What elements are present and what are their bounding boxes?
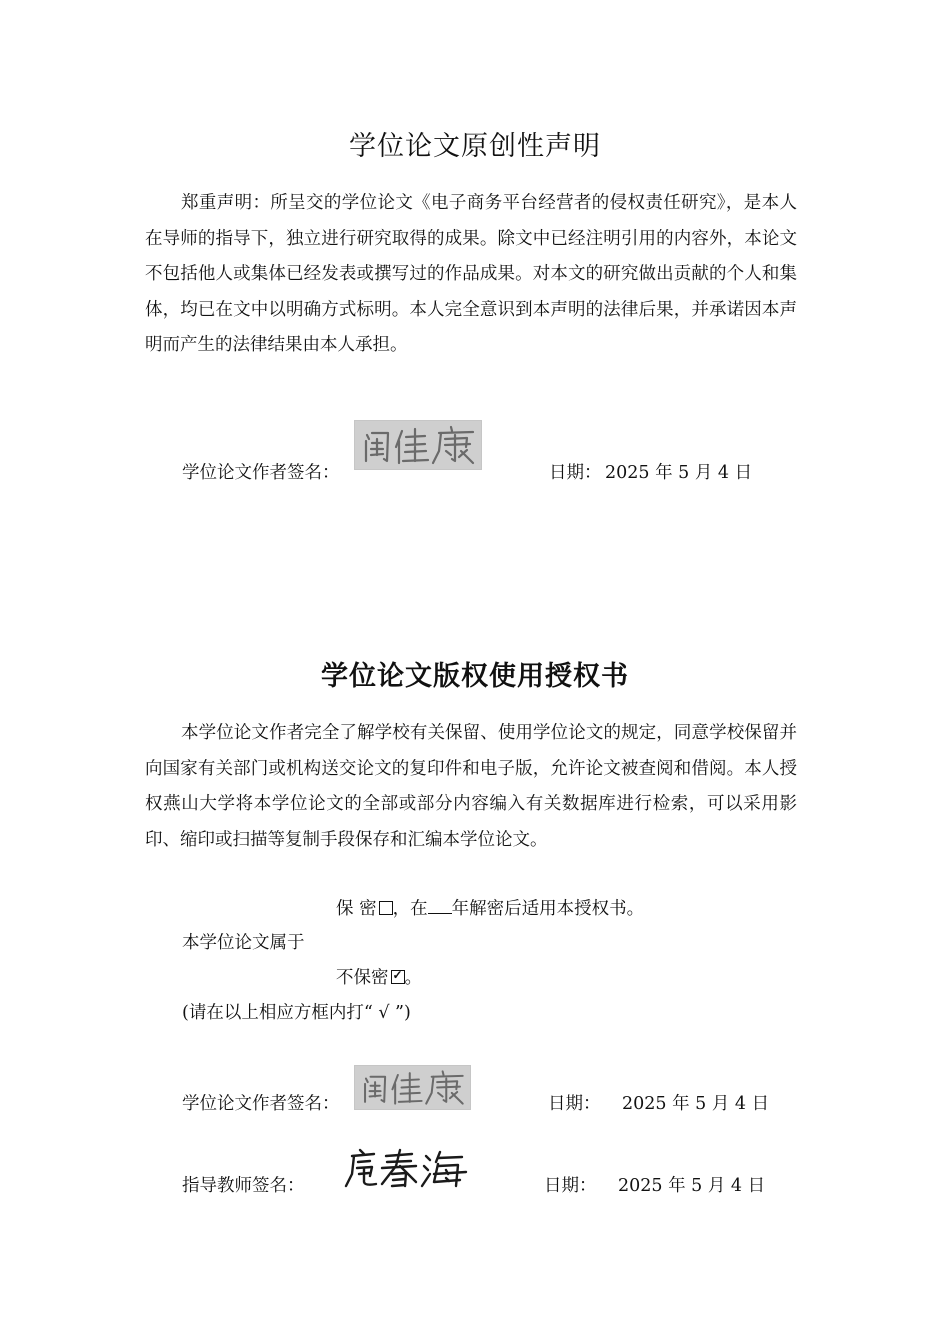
advisor-signature	[342, 1146, 468, 1192]
nonsecret-option-tail: 。	[404, 968, 422, 988]
secret-option-tail-1: ，在	[392, 899, 428, 919]
checkbox-instruction: (请在以上相应方框内打“ √ ”)	[182, 1003, 411, 1023]
authorization-author-signature	[354, 1065, 471, 1110]
handwritten-signature-image	[342, 1146, 468, 1192]
originality-title: 学位论文原创性声明	[349, 131, 601, 162]
originality-date-value: 2025 年 5 月 4 日	[605, 463, 753, 483]
secret-option-tail-2: 年解密后适用本授权书。	[451, 899, 645, 919]
authorization-title: 学位论文版权使用授权书	[321, 661, 629, 692]
advisor-date-label: 日期：	[544, 1176, 597, 1196]
belongs-label: 本学位论文属于	[182, 933, 305, 953]
originality-author-sign-label: 学位论文作者签名：	[182, 463, 340, 483]
secret-checkbox[interactable]	[379, 901, 393, 915]
handwritten-signature-image	[355, 421, 481, 469]
secret-option-row	[336, 898, 644, 920]
declassify-years-blank[interactable]	[428, 899, 452, 914]
authorization-author-date-label: 日期：	[548, 1094, 601, 1114]
authorization-body: 本学位论文作者完全了解学校有关保留、使用学位论文的规定，同意学校保留并向国家有关部门或机构送交论文的复印件和电子版，允许论文被查阅和借阅。本人授权燕山大学将本学位论文的全部或部分内容编入有关数据库进行检索，可以采用影印、缩印或扫描等复制手段保存和汇编本学位论文。	[145, 723, 797, 850]
originality-date-label: 日期：	[549, 463, 602, 483]
authorization-author-date-value: 2025 年 5 月 4 日	[622, 1094, 770, 1114]
nonsecret-option-row	[336, 967, 422, 989]
handwritten-signature-image	[355, 1066, 470, 1109]
nonsecret-option-label: 不保密	[336, 968, 389, 988]
originality-body: 郑重声明：所呈交的学位论文《电子商务平台经营者的侵权责任研究》，是本人在导师的指导下，独立进行研究取得的成果。除文中已经注明引用的内容外，本论文不包括他人或集体已经发表或撰写过的作品成果。对本文的研究做出贡献的个人和集体，均已在文中以明确方式标明。本人完全意识到本声明的法律后果，并承诺因本声明而产生的法律结果由本人承担。	[145, 193, 797, 355]
authorization-author-sign-label: 学位论文作者签名：	[182, 1094, 340, 1114]
nonsecret-checkbox[interactable]	[391, 970, 405, 984]
checkmark-icon: ✓	[392, 968, 403, 982]
advisor-sign-label: 指导教师签名：	[182, 1176, 305, 1196]
advisor-date-value: 2025 年 5 月 4 日	[618, 1176, 766, 1196]
originality-author-signature	[354, 420, 482, 470]
secret-option-label: 保 密	[336, 899, 377, 919]
